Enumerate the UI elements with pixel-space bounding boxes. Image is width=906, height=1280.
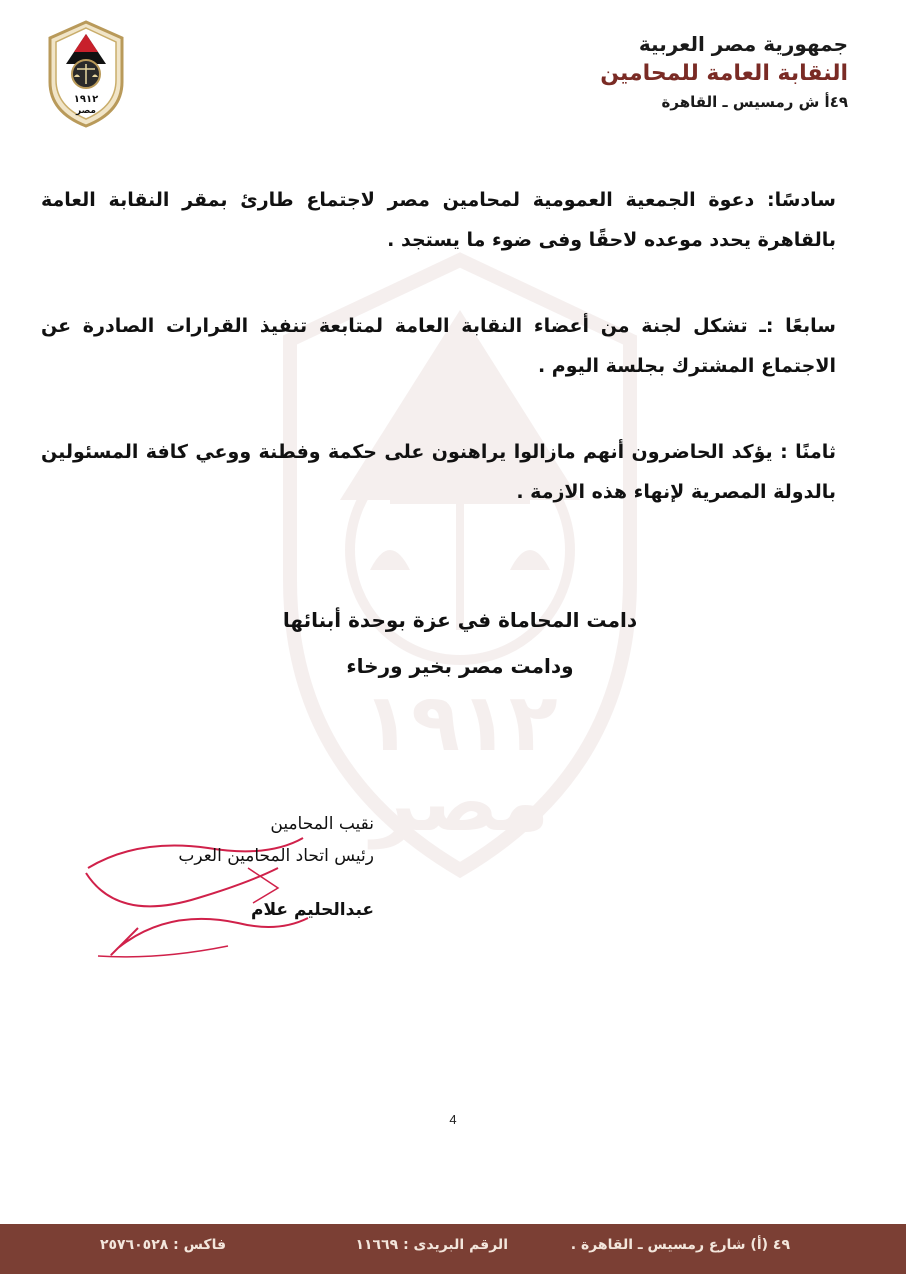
paragraph-lead: سابعًا :ـ bbox=[759, 315, 836, 337]
watermark-country: مصر bbox=[370, 756, 550, 849]
header-address: ٤٩أ ش رمسيس ـ القاهرة bbox=[661, 93, 848, 111]
paragraph-lead: سادسًا: bbox=[767, 189, 836, 211]
logo-country: مصر bbox=[75, 106, 97, 116]
signatory-title-2: رئيس اتحاد المحامين العرب bbox=[178, 846, 374, 866]
paragraph-sixth bbox=[41, 180, 836, 260]
paragraph-text: تشكل لجنة من أعضاء النقابة العامة لمتابعة تنفيذ القرارات الصادرة عن الاجتماع المشترك بجلسة اليوم . bbox=[41, 315, 836, 377]
paragraph-eighth bbox=[41, 432, 836, 512]
letterhead bbox=[518, 30, 848, 114]
footer-address: ٤٩ (أ) شارع رمسيس ـ القاهرة . bbox=[570, 1237, 790, 1253]
footer-fax: فاكس : ٢٥٧٦٠٥٢٨ bbox=[99, 1237, 226, 1253]
logo-year: ١٩١٢ bbox=[73, 94, 99, 105]
header-syndicate: النقابة العامة للمحامين bbox=[600, 61, 848, 86]
signatory-name: عبدالحليم علام bbox=[251, 900, 374, 920]
paragraph-text: دعوة الجمعية العمومية لمحامين مصر لاجتماع طارئ بمقر النقابة العامة بالقاهرة يحدد موعده لاحقًا وفى ضوء ما يستجد . bbox=[41, 189, 836, 251]
closing-line-1: دامت المحاماة في عزة بوحدة أبنائها bbox=[282, 608, 638, 632]
syndicate-logo bbox=[44, 20, 128, 128]
closing-line-2: ودامت مصر بخير ورخاء bbox=[346, 654, 574, 678]
paragraph-lead: ثامنًا : bbox=[780, 441, 836, 463]
page-number: 4 bbox=[449, 1112, 457, 1127]
footer-postal-code: الرقم البريدى : ١١٦٦٩ bbox=[355, 1237, 508, 1253]
paragraph-seventh bbox=[41, 306, 836, 386]
paragraph-text: يؤكد الحاضرون أنهم مازالوا يراهنون على حكمة وفطنة ووعي كافة المسئولين بالدولة المصرية لإنهاء هذه الازمة . bbox=[41, 441, 836, 503]
watermark-year: ١٩١٢ bbox=[362, 676, 558, 769]
letterhead-footer bbox=[0, 1224, 906, 1274]
signatory-title-1: نقيب المحامين bbox=[270, 814, 374, 834]
header-country: جمهورية مصر العربية bbox=[638, 32, 848, 56]
